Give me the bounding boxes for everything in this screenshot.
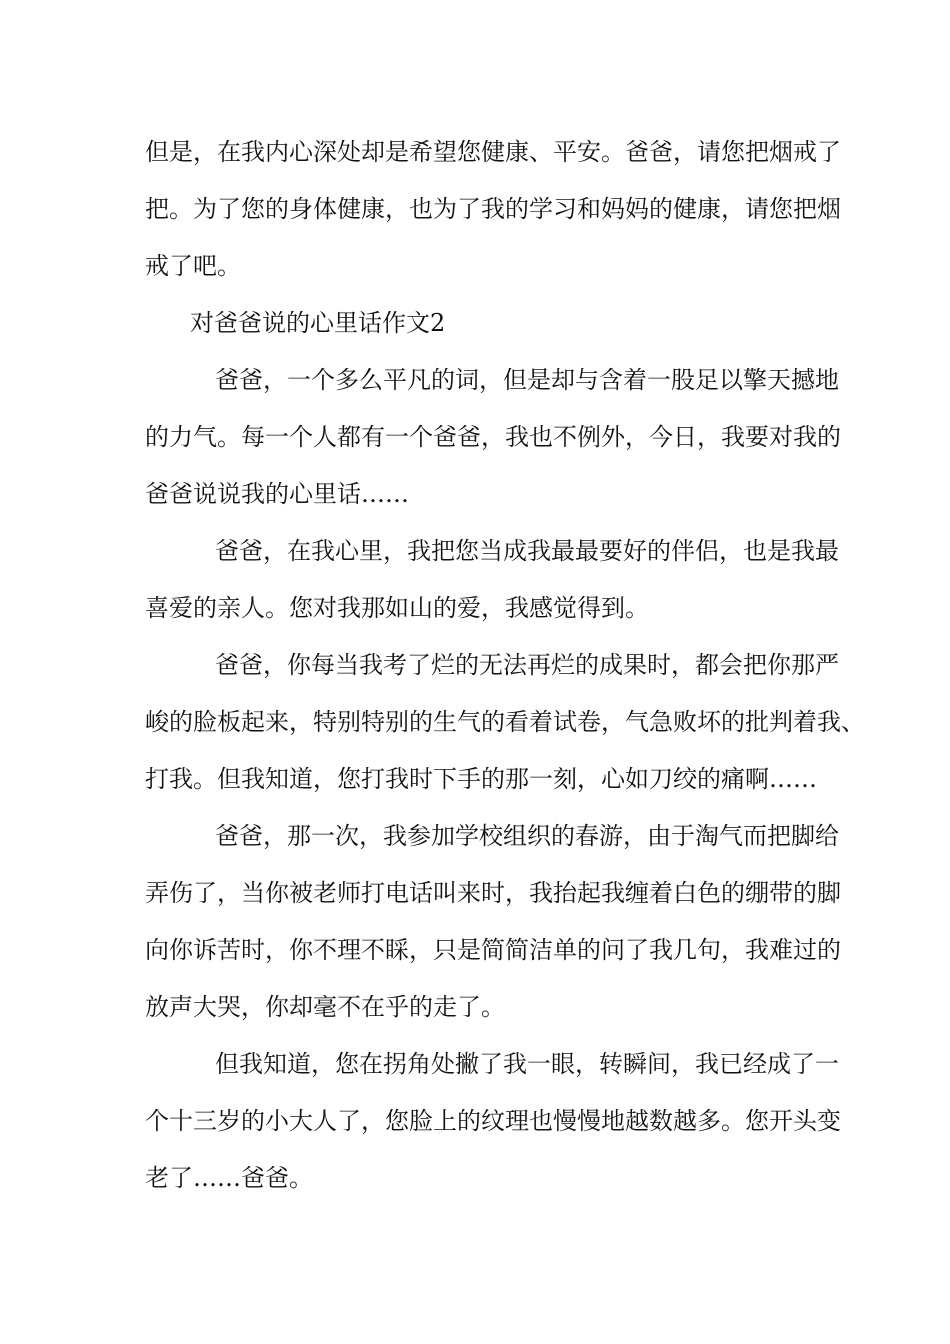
paragraph-line: 的力气。每一个人都有一个爸爸，我也不例外，今日，我要对我的 (145, 423, 841, 451)
document-body (145, 124, 865, 1207)
paragraph-line: 爸爸说说我的心里话…… (145, 480, 409, 508)
paragraph-line: 峻的脸板起来，特别特别的生气的看着试卷，气急败坏的批判着我、 (145, 708, 865, 736)
paragraph-line: 爸爸，那一次，我参加学校组织的春游，由于淘气而把脚给 (215, 822, 839, 850)
paragraph-line: 但是，在我内心深处却是希望您健康、平安。爸爸，请您把烟戒了 (145, 138, 841, 166)
paragraph-line: 个十三岁的小大人了，您脸上的纹理也慢慢地越数越多。您开头变 (145, 1107, 841, 1135)
paragraph-line: 向你诉苦时，你不理不睬，只是简简洁单的问了我几句，我难过的 (145, 936, 841, 964)
paragraph-line: 爸爸，一个多么平凡的词，但是却与含着一股足以擎天撼地 (215, 366, 839, 394)
paragraph-line: 弄伤了，当你被老师打电话叫来时，我抬起我缠着白色的绷带的脚 (145, 879, 841, 907)
paragraph-line: 戒了吧。 (145, 252, 241, 280)
paragraph-line: 喜爱的亲人。您对我那如山的爱，我感觉得到。 (145, 594, 649, 622)
paragraph-line: 爸爸，你每当我考了烂的无法再烂的成果时，都会把你那严 (215, 651, 839, 679)
paragraph-line: 老了……爸爸。 (145, 1164, 313, 1192)
paragraph-line: 放声大哭，你却毫不在乎的走了。 (145, 993, 505, 1021)
paragraph-line: 把。为了您的身体健康，也为了我的学习和妈妈的健康，请您把烟 (145, 195, 841, 223)
paragraph-line: 爸爸，在我心里，我把您当成我最最要好的伴侣，也是我最 (215, 537, 839, 565)
paragraph-line: 打我。但我知道，您打我时下手的那一刻，心如刀绞的痛啊…… (145, 765, 817, 793)
section-heading: 对爸爸说的心里话作文2 (190, 309, 446, 337)
paragraph-line: 但我知道，您在拐角处撇了我一眼，转瞬间，我已经成了一 (215, 1050, 839, 1078)
